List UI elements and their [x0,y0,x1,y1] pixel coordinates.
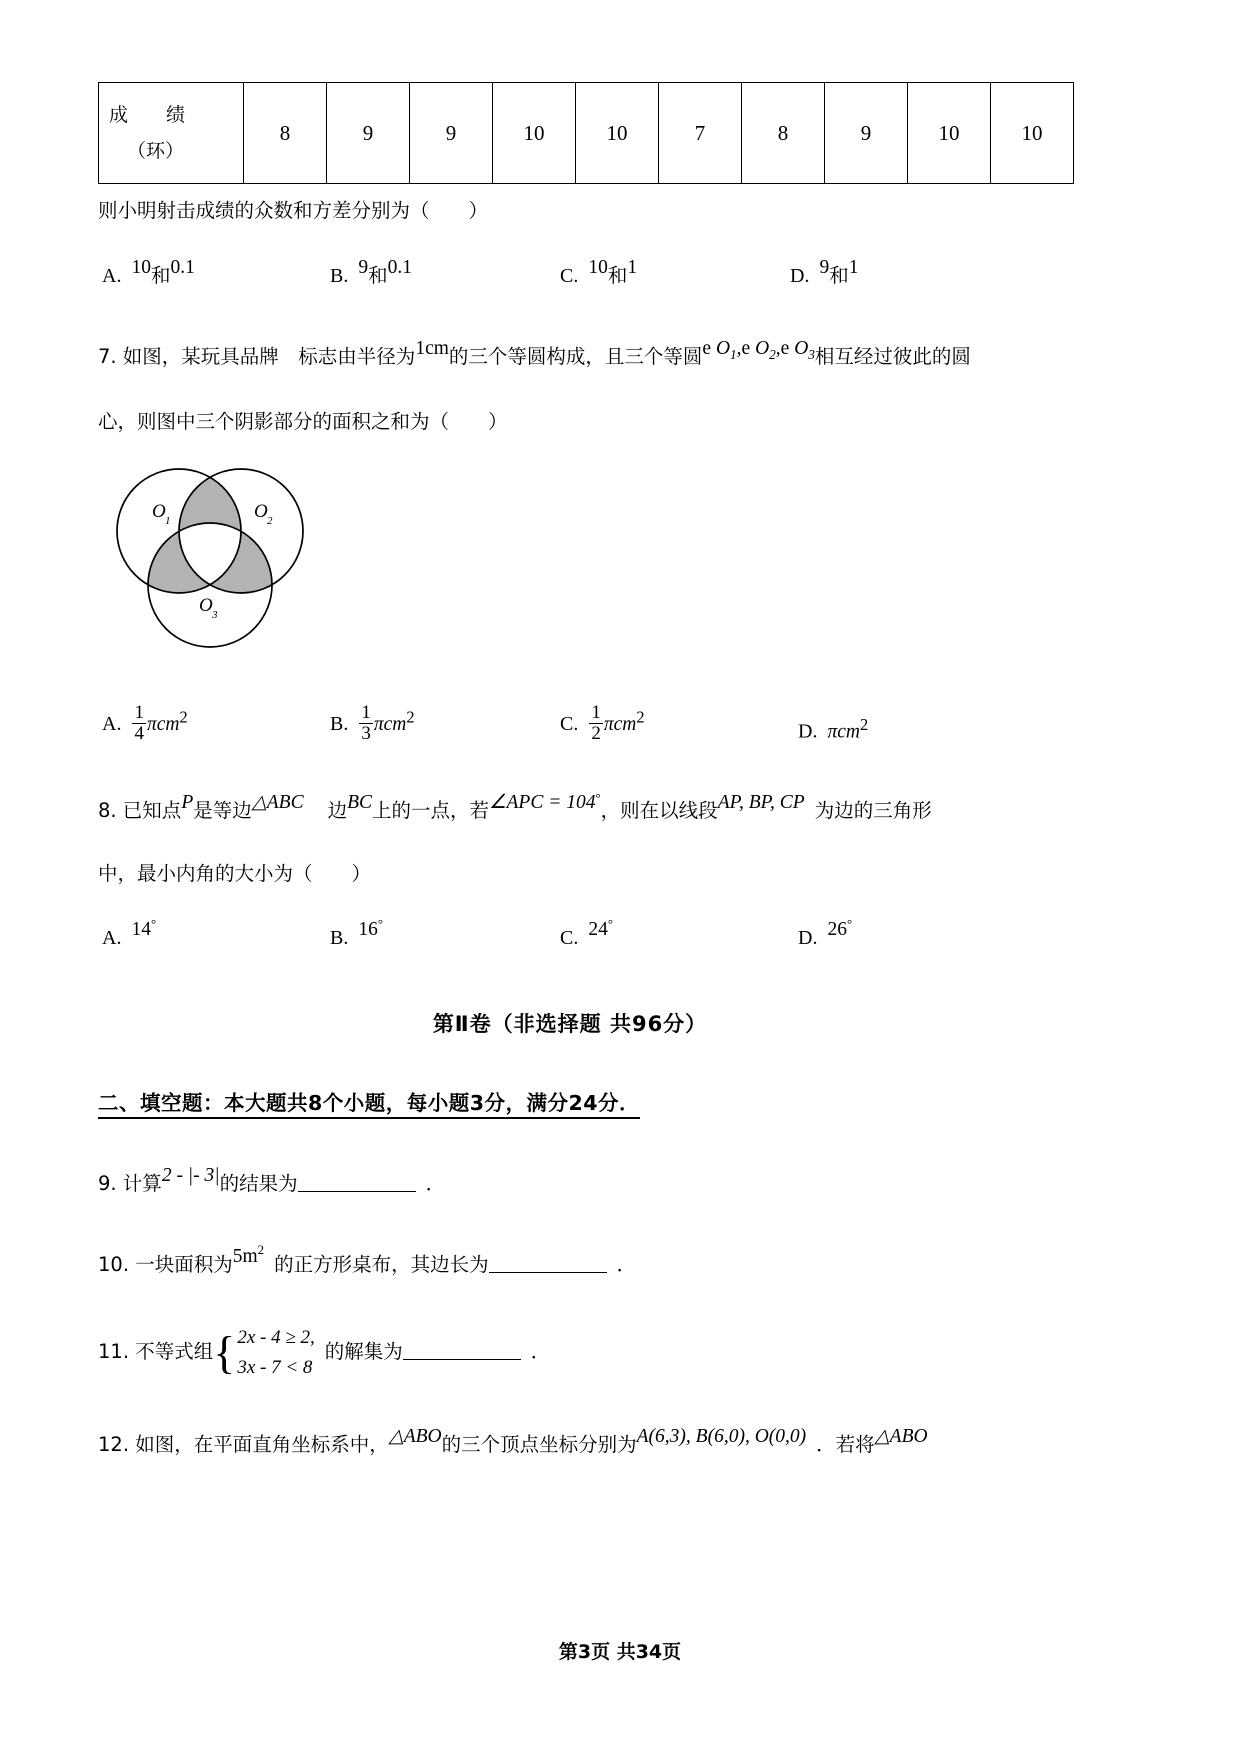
q10-tail: ． [616,1253,637,1277]
three-circles-diagram [106,459,321,659]
question-8-stem-line2: 中，最小内角的大小为（ ） [98,861,372,885]
q8-text-f: 为边的三角形 [814,798,932,822]
q12-triangle-abo-2: △ABO [874,1425,928,1447]
option-c-conj: 和 [607,264,628,288]
question-9 [98,1161,1042,1208]
q8-segment-bc: BC [347,791,373,813]
q10-answer-blank[interactable] [489,1252,607,1273]
question-10 [98,1242,1042,1289]
option-d-value: 26 [827,919,847,941]
option-b-degree: ° [377,917,383,932]
q10-suffix: 的正方形桌布，其边长为 [274,1253,489,1277]
q7-circle-expr: e $O_1,e$ $O_2,e$ $O_3$ [702,338,815,363]
question-7-stem-line1 [98,334,1042,381]
circle-o3-subscript: 3 [212,608,218,621]
q12-mid: 的三个顶点坐标分别为 [441,1432,637,1456]
option-c[interactable] [560,703,645,744]
page-content [98,82,1042,1469]
option-d[interactable] [798,917,853,950]
option-a[interactable] [102,703,188,744]
table-cell: 9 [825,83,908,184]
option-b[interactable] [330,703,415,744]
q8-segments: AP, BP, CP [717,791,805,813]
q8-text-e: ，则在以线段 [600,798,718,822]
option-b[interactable] [330,917,383,950]
question-6-options [98,244,1042,288]
option-b-fraction [359,703,373,744]
fraction-denominator: 4 [134,723,144,745]
question-12 [98,1422,1042,1469]
q10-prefix: 10. 一块面积为 [98,1253,233,1277]
q11-prefix: 11. 不等式组 [98,1340,214,1364]
table-cell: 10 [991,83,1074,184]
q8-text-d: 上的一点，若 [372,798,490,822]
option-b-value: 9 [358,257,369,279]
option-a-value: 14 [131,919,151,941]
q12-tail-a: ．若将 [816,1432,875,1456]
section-two-heading-wrap [98,1086,1042,1119]
option-d[interactable] [790,257,859,288]
q12-coordinates: A(6,3), B(6,0), O(0,0) [636,1425,807,1447]
circle-o2-label: O [254,500,268,522]
q7-stem-part1: 7. 如图，某玩具品牌 标志由半径为 [98,345,416,369]
option-a-unit: πcm [146,714,180,736]
q8-point-p: P [181,791,194,813]
option-c-fraction [589,703,603,744]
option-b-value: 16 [358,919,378,941]
option-a-degree: ° [150,917,157,932]
option-c-value: 24 [588,919,608,941]
score-table [98,82,1074,184]
option-c-label: C. [560,713,579,736]
option-d-degree: ° [846,917,853,932]
option-c-unit: πcm [603,714,637,736]
circle-o2-subscript: 2 [267,514,273,527]
question-7-options [98,690,1042,744]
option-a-label: A. [102,265,122,288]
page-footer [0,1637,1240,1664]
table-cell: 10 [493,83,576,184]
q9-prefix: 9. 计算 [98,1172,162,1196]
option-b-label: B. [330,265,349,288]
question-11 [98,1323,1042,1382]
q11-row-2: 3x - 7 < 8 [237,1356,313,1378]
circle-o1-label: O [152,500,166,522]
option-c[interactable] [560,917,613,950]
footer-pre: 第 [558,1641,578,1663]
option-a-fraction [132,703,146,744]
option-c-value2: 1 [627,257,638,279]
option-c-label: C. [560,265,579,288]
q11-answer-blank[interactable] [403,1339,521,1360]
option-c-exponent: 2 [636,708,645,728]
option-b-value2: 0.1 [387,257,412,279]
volume-two-heading: 第Ⅱ卷（非选择题 共96分） [432,1012,708,1037]
q7-radius: 1cm [415,338,449,360]
circle-o3-label: O [199,594,213,616]
fraction-numerator: 1 [361,702,371,724]
q11-suffix: 的解集为 [324,1340,403,1364]
option-a[interactable] [102,917,157,950]
option-a-label: A. [102,927,122,950]
left-brace-icon: { [213,1326,236,1378]
q9-tail: ． [425,1172,446,1196]
option-d-conj: 和 [829,264,849,288]
option-a[interactable] [102,257,195,288]
q10-expression: 5m [232,1246,258,1268]
q9-answer-blank[interactable] [298,1171,416,1192]
table-cell: 9 [327,83,410,184]
q11-tail: ． [530,1340,551,1364]
section-two-heading: 二、填空题：本大题共8个小题，每小题3分，满分24分． [98,1086,640,1119]
option-a-conj: 和 [150,264,171,288]
table-row-label [99,83,244,184]
option-b[interactable] [330,257,412,288]
q11-inequality-system [213,1323,315,1382]
q8-degree-symbol: ° [595,790,601,805]
option-c[interactable] [560,257,638,288]
option-d[interactable] [798,715,868,744]
question-8-options [98,910,1042,950]
footer-mid: 页 共 [591,1641,636,1663]
q10-exponent: 2 [257,1243,265,1258]
option-b-unit: πcm [373,714,407,736]
fraction-numerator: 1 [591,702,601,724]
q8-triangle-abc: △ABC [251,791,304,813]
option-d-value: 9 [819,257,830,279]
q12-prefix: 12. 如图，在平面直角坐标系中， [98,1432,389,1456]
q7-stem-part3: 相互经过彼此的圆 [814,345,971,369]
q9-suffix: 的结果为 [219,1172,298,1196]
option-a-value: 10 [131,257,151,279]
system-rows [237,1323,314,1382]
table-cell: 9 [410,83,493,184]
table-row-label-top [109,97,233,133]
q8-text-a: 8. 已知点 [98,798,182,822]
q8-angle-apc: ∠APC = 104 [489,791,596,813]
option-d-value2: 1 [848,257,859,279]
footer-total-pages: 34 [635,1641,663,1663]
question-8-stem-line1 [98,788,1042,835]
q9-expression: 2 - |- 3| [161,1165,220,1187]
table-cell: 10 [576,83,659,184]
option-b-conj: 和 [368,264,388,288]
option-a-value2: 0.1 [170,257,195,279]
fraction-numerator: 1 [134,702,144,724]
option-d-unit: πcm [827,721,860,743]
option-d-label: D. [798,927,818,950]
table-row-label-bottom: （环） [127,140,185,162]
q8-text-b: 是等边 [193,798,252,822]
q7-stem-part2: 的三个等圆构成，且三个等圆 [448,345,703,369]
option-d-label: D. [790,265,810,288]
option-c-degree: ° [607,917,613,932]
option-c-label: C. [560,927,579,950]
table-row [99,83,1074,184]
option-d-exponent: 2 [859,715,869,735]
question-6-stem: 则小明射击成绩的众数和方差分别为（ ） [98,199,489,222]
circle-o1-subscript: 1 [165,514,171,527]
table-cell: 7 [659,83,742,184]
fraction-denominator: 2 [591,723,601,745]
table-cell: 10 [908,83,991,184]
question-7-stem-line2: 心，则图中三个阴影部分的面积之和为（ ） [98,410,508,434]
option-c-value: 10 [588,257,608,279]
footer-page-number: 3 [577,1641,592,1663]
venn-figure [106,459,1042,664]
label-top-text: 成 绩 [109,103,186,126]
option-b-label: B. [330,927,349,950]
footer-post: 页 [662,1641,682,1663]
option-a-label: A. [102,713,122,736]
option-b-label: B. [330,713,349,736]
table-cell: 8 [244,83,327,184]
q12-triangle-abo: △ABO [388,1425,442,1447]
option-d-label: D. [798,720,818,743]
table-cell: 8 [742,83,825,184]
q8-text-c: 边 [327,798,348,822]
option-a-exponent: 2 [179,708,188,728]
q11-row-1: 2x - 4 ≥ 2, [237,1327,315,1349]
fraction-denominator: 3 [361,723,371,745]
option-b-exponent: 2 [406,708,415,728]
